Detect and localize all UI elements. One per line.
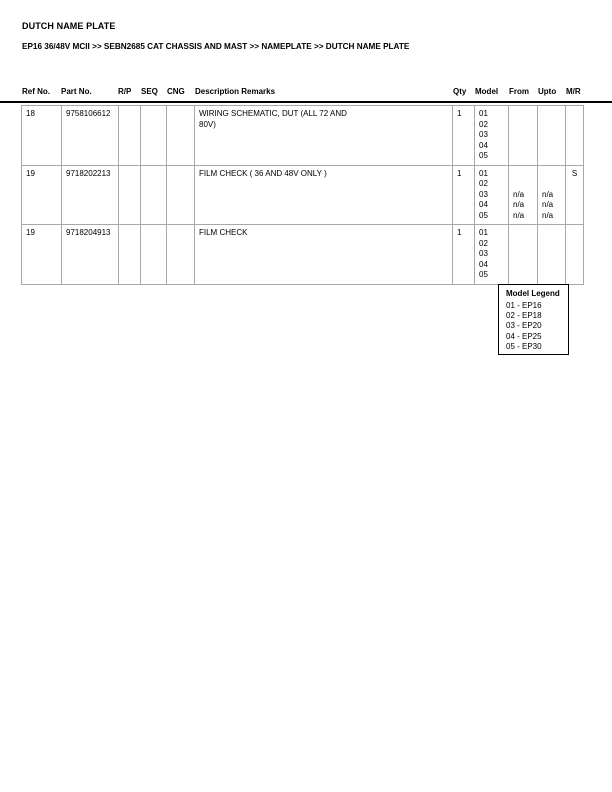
legend-item: 02 - EP18 [506, 311, 542, 321]
column-header-rp: R/P [118, 87, 132, 96]
column-header-from: From [509, 87, 529, 96]
rp-cell [119, 165, 141, 225]
seq-cell [141, 106, 167, 166]
column-header-qty: Qty [453, 87, 467, 96]
column-header-ref: Ref No. [22, 87, 50, 96]
from-cell [509, 225, 538, 285]
model-list: 01 02 03 04 05 [475, 106, 509, 166]
column-header-mr: M/R [566, 87, 581, 96]
part-no: 9718202213 [62, 165, 119, 225]
column-header-model: Model [475, 87, 499, 96]
column-header-part: Part No. [61, 87, 92, 96]
rp-cell [119, 106, 141, 166]
ref-no: 18 [22, 106, 62, 166]
cng-cell [167, 225, 195, 285]
model-list: 01 02 03 04 05 [475, 225, 509, 285]
table-row [22, 165, 584, 225]
table-row [22, 225, 584, 285]
seq-cell [141, 165, 167, 225]
model-list: 01 02 03 04 05 [475, 165, 509, 225]
qty-cell: 1 [453, 225, 475, 285]
description: FILM CHECK [195, 225, 453, 285]
breadcrumb: EP16 36/48V MCII >> SEBN2685 CAT CHASSIS AND MAST >> NAMEPLATE >> DUTCH NAME PLATE [22, 42, 410, 51]
ref-no: 19 [22, 225, 62, 285]
seq-cell [141, 225, 167, 285]
rp-cell [119, 225, 141, 285]
qty-cell: 1 [453, 106, 475, 166]
from-cell [509, 106, 538, 166]
header-divider [0, 101, 612, 103]
description: WIRING SCHEMATIC, DUT (ALL 72 AND 80V) [195, 106, 453, 166]
part-no: 9718204913 [62, 225, 119, 285]
upto-cell: n/a n/a n/a [538, 165, 566, 225]
legend-item: 04 - EP25 [506, 331, 542, 341]
column-header-seq: SEQ [141, 87, 158, 96]
column-header-desc: Description Remarks [195, 87, 276, 96]
from-cell: n/a n/a n/a [509, 165, 538, 225]
model-legend-title: Model Legend [506, 289, 560, 298]
cng-cell [167, 106, 195, 166]
part-no: 9758106612 [62, 106, 119, 166]
parts-table [21, 105, 584, 285]
ref-no: 19 [22, 165, 62, 225]
mr-cell [566, 106, 584, 166]
upto-cell [538, 225, 566, 285]
column-header-upto: Upto [538, 87, 557, 96]
legend-item: 05 - EP30 [506, 341, 542, 351]
description: FILM CHECK ( 36 AND 48V ONLY ) [195, 165, 453, 225]
qty-cell: 1 [453, 165, 475, 225]
upto-cell [538, 106, 566, 166]
legend-item: 03 - EP20 [506, 321, 542, 331]
mr-cell: S [566, 165, 584, 225]
cng-cell [167, 165, 195, 225]
table-row [22, 106, 584, 166]
page-title: DUTCH NAME PLATE [22, 21, 116, 31]
model-legend [498, 284, 569, 355]
legend-item: 01 - EP16 [506, 301, 542, 310]
column-header-cng: CNG [167, 87, 185, 96]
mr-cell [566, 225, 584, 285]
